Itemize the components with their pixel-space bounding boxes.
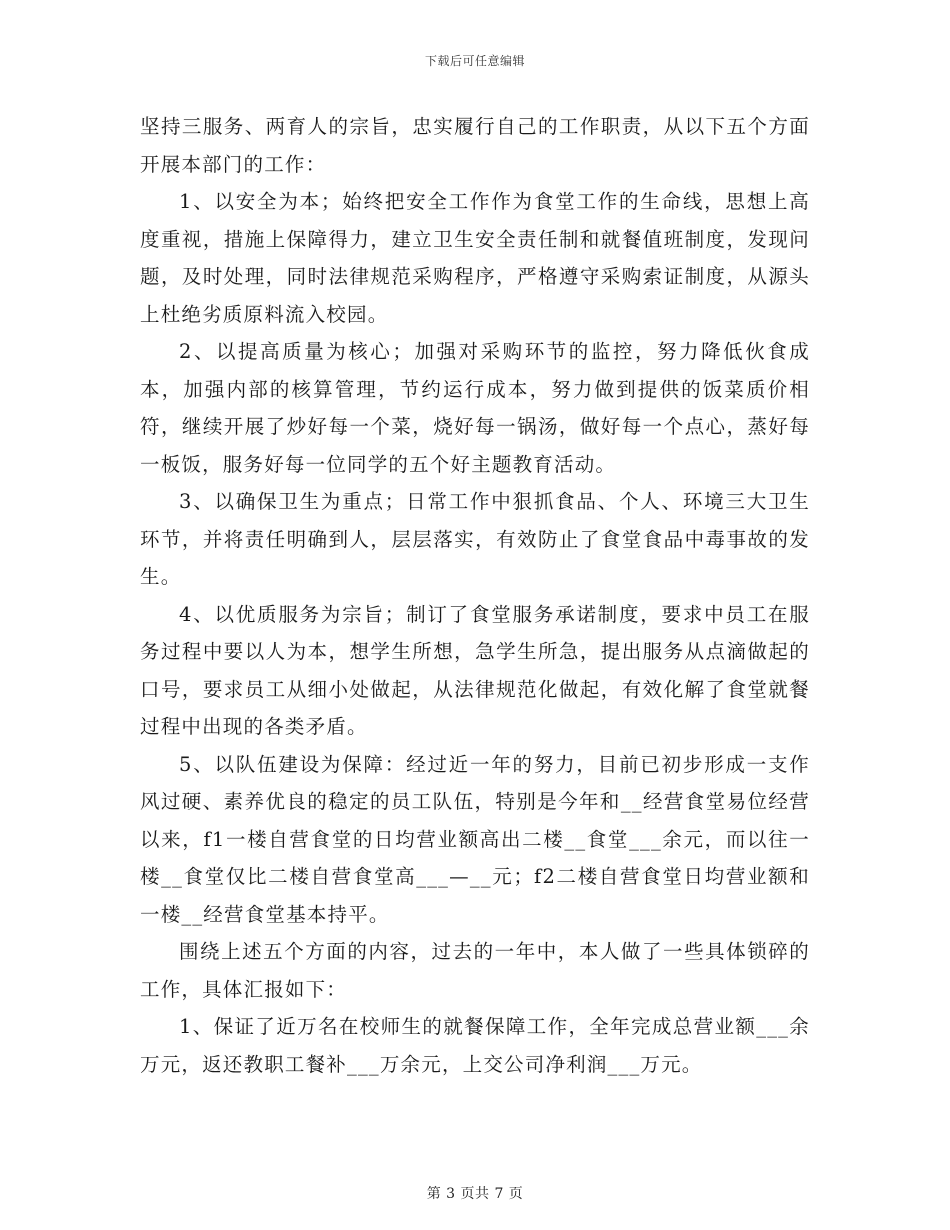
page-header: 下载后可任意编辑 (424, 54, 525, 68)
paragraph-report-item-1: 1、保证了近万名在校师生的就餐保障工作，全年完成总营业额___余万元，返还教职工餐补___万余元，上交公司净利润___万元。 (140, 1015, 810, 1076)
paragraph-quality: 2、以提高质量为核心；加强对采购环节的监控，努力降低伙食成本，加强内部的核算管理，节约运行成本，努力做到提供的饭菜质价相符，继续开展了炒好每一个菜，烧好每一锅汤，做好每一个点心，蒸好每一板饭，服务好每一位同学的五个好主题教育活动。 (140, 340, 810, 476)
paragraph-intro: 坚持三服务、两育人的宗旨，忠实履行自己的工作职责，从以下五个方面开展本部门的工作： (140, 115, 810, 176)
document-body (140, 108, 810, 1083)
paragraph-team: 5、以队伍建设为保障：经过近一年的努力，目前已初步形成一支作风过硬、素养优良的稳定的员工队伍，特别是今年和__经营食堂易位经营以来，f1一楼自营食堂的日均营业额高出二楼__食堂___余元，而以往一楼__食堂仅比二楼自营食堂高___—__元；f2二楼自营食堂日均营业额和一楼__经营食堂基本持平。 (140, 752, 810, 926)
paragraph-hygiene: 3、以确保卫生为重点；日常工作中狠抓食品、个人、环境三大卫生环节，并将责任明确到人，层层落实，有效防止了食堂食品中毒事故的发生。 (140, 490, 810, 588)
paragraph-summary-intro: 围绕上述五个方面的内容，过去的一年中，本人做了一些具体锁碎的工作，具体汇报如下： (140, 940, 810, 1001)
paragraph-safety: 1、以安全为本；始终把安全工作作为食堂工作的生命线，思想上高度重视，措施上保障得力，建立卫生安全责任制和就餐值班制度，发现问题，及时处理，同时法律规范采购程序，严格遵守采购索证制度，从源头上杜绝劣质原料流入校园。 (140, 190, 810, 326)
paragraph-service: 4、以优质服务为宗旨；制订了食堂服务承诺制度，要求中员工在服务过程中要以人为本，想学生所想，急学生所急，提出服务从点滴做起的口号，要求员工从细小处做起，从法律规范化做起，有效化解了食堂就餐过程中出现的各类矛盾。 (140, 602, 810, 738)
page-footer: 第 3 页共 7 页 (426, 1186, 524, 1202)
